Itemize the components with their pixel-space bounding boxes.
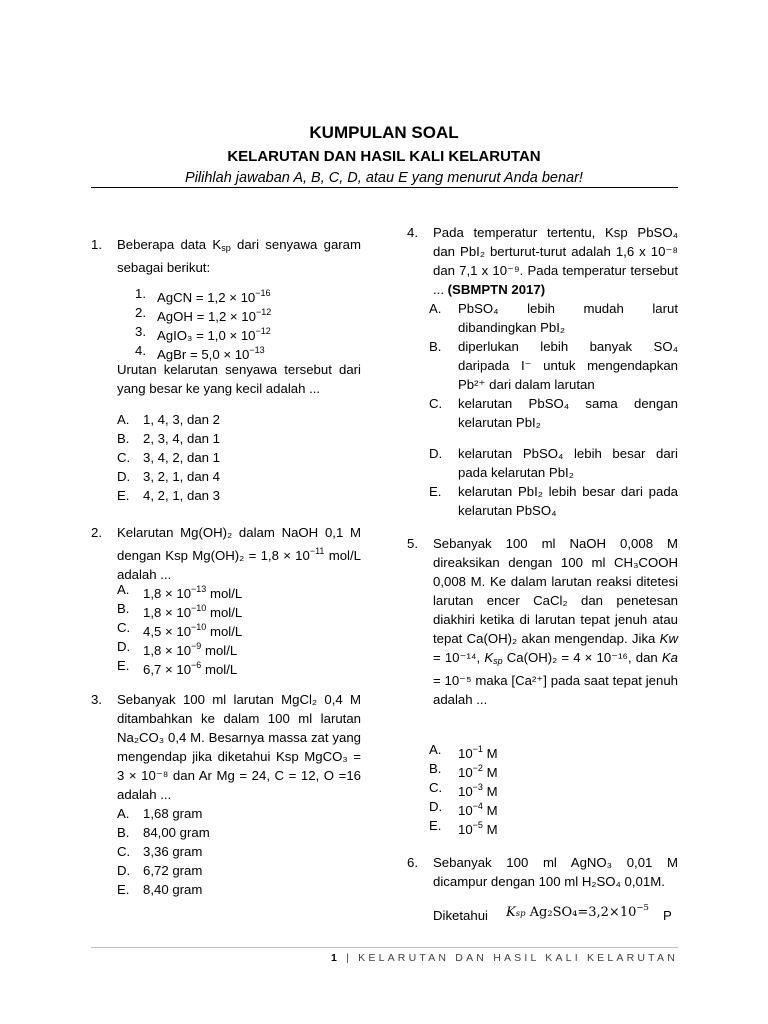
- answer-option-c[interactable]: C. $10^{-3}$ M: [429, 780, 498, 799]
- answer-option-a[interactable]: A. PbSO₄ lebih mudah larut dibandingkan PbI₂: [429, 301, 678, 335]
- answer-option-e[interactable]: E. 4, 2, 1, dan 3: [117, 488, 220, 503]
- answer-option-b[interactable]: B. $1,8 \times 10^{-10}$ mol/L: [117, 601, 243, 620]
- question-number: 5.: [407, 536, 418, 551]
- answer-option-d[interactable]: D. $10^{-4}$ M: [429, 799, 498, 818]
- question-number: 4.: [407, 225, 418, 240]
- list-item: 3. AgIO₃ = $1,0 \times 10^{-12}$: [135, 324, 271, 343]
- answer-option-d[interactable]: D. 6,72 gram: [117, 863, 203, 878]
- footer-title: KELARUTAN DAN HASIL KALI KELARUTAN: [358, 952, 678, 964]
- answer-option-b[interactable]: B. 84,00 gram: [117, 825, 210, 840]
- answer-option-c[interactable]: C. kelarutan PbSO₄ sama dengan kelarutan PbI₂: [429, 396, 678, 430]
- answer-option-d[interactable]: D. 3, 2, 1, dan 4: [117, 469, 220, 484]
- question-text: Beberapa data $K_{sp}$ dari senyawa garam sebagai berikut:: [117, 237, 361, 275]
- answer-option-d[interactable]: D. kelarutan PbSO₄ lebih besar dari pada kelarutan PbI₂: [429, 446, 678, 480]
- document-subtitle: KELARUTAN DAN HASIL KALI KELARUTAN: [227, 148, 541, 165]
- question-number: 1.: [91, 237, 102, 252]
- answer-option-e[interactable]: E. $6,7 \times 10^{-6}$ mol/L: [117, 658, 238, 677]
- answer-option-c[interactable]: C. $4,5 \times 10^{-10}$ mol/L: [117, 620, 243, 639]
- page-footer: 1 | KELARUTAN DAN HASIL KALI KELARUTAN: [330, 952, 678, 964]
- source-tag: (SBMPTN 2017): [447, 282, 546, 297]
- question-text: Sebanyak 100 ml NaOH 0,008 M direaksikan dengan 100 ml CH₃COOH 0,008 M. Ke dalam larutan reaksi ditetesi larutan encer CaCl₂ dan penetesan diakhiri ketika di larutan tepat jenuh atau tepat Ca(OH)₂ akan mengendap. Jika Kw = 10⁻¹⁴, $K_{sp}$ Ca(OH)₂ = 4 × 10⁻¹⁶, dan Ka = 10⁻⁵ maka [Ca²⁺] pada saat tepat jenuh adalah ...: [433, 536, 679, 707]
- answer-options: [429, 299, 678, 520]
- question-number: 2.: [91, 525, 102, 540]
- ksp-formula: Ksp $Ag_2SO_4=3,2\times 10^{-5}$: [506, 903, 649, 920]
- data-list: [135, 284, 361, 360]
- question-prompt: Urutan kelarutan senyawa tersebut dari yang besar ke yang kecil adalah ...: [117, 362, 361, 396]
- answer-option-b[interactable]: B. 2, 3, 4, dan 1: [117, 431, 220, 446]
- answer-options: [117, 580, 361, 675]
- answer-option-a[interactable]: A. 1,68 gram: [117, 806, 203, 821]
- list-item: 4. AgBr = $5,0 \times 10^{-13}$: [135, 343, 265, 362]
- given-formula: Diketahui Ksp $Ag_2SO_4=3,2\times 10^{-5}$ P: [433, 903, 678, 927]
- question-text: Kelarutan Mg(OH)₂ dalam NaOH 0,1 M dengan Ksp $Mg(OH)_2 = 1,8 \times 10^{-11}$ mol/L adalah ...: [117, 525, 361, 582]
- answer-option-a[interactable]: A. $10^{-1}$ M: [429, 742, 498, 761]
- header-divider: [91, 187, 678, 188]
- question-text: Sebanyak 100 ml larutan MgCl₂ 0,4 M ditambahkan ke dalam 100 ml larutan Na₂CO₃ 0,4 M. Besarnya massa zat yang mengendap jika diketahui Ksp MgCO₃ = 3 × 10⁻⁸ dan Ar Mg = 24, C = 12, O =16 adalah ...: [117, 692, 361, 802]
- page-number: 1: [330, 952, 340, 964]
- answer-option-d[interactable]: D. $1,8 \times 10^{-9}$ mol/L: [117, 639, 238, 658]
- question-number: 6.: [407, 855, 418, 870]
- list-item: 1. AgCN = $1,2 \times 10^{-16}$: [135, 286, 271, 305]
- question-text: Pada temperatur tertentu, Ksp PbSO₄ dan PbI₂ berturut-turut adalah 1,6 x 10⁻⁸ dan 7,1 x 10⁻⁹. Pada temperatur tersebut ... (SBMPTN 2017): [433, 225, 678, 297]
- answer-option-e[interactable]: E. kelarutan PbI₂ lebih besar dari pada kelarutan PbSO₄: [429, 484, 678, 518]
- document-title: KUMPULAN SOAL: [309, 123, 459, 142]
- answer-option-a[interactable]: A. $1,8 \times 10^{-13}$ mol/L: [117, 582, 243, 601]
- answer-option-e[interactable]: E. 8,40 gram: [117, 882, 203, 897]
- answer-options: [429, 740, 678, 835]
- answer-options: [117, 804, 361, 899]
- answer-option-c[interactable]: C. 3, 4, 2, dan 1: [117, 450, 220, 465]
- question-text: Sebanyak 100 ml AgNO₃ 0,01 M dicampur dengan 100 ml H₂SO₄ 0,01M.: [433, 855, 678, 889]
- answer-option-b[interactable]: B. diperlukan lebih banyak SO₄ daripada I⁻ untuk mengendapkan Pb²⁺ dari dalam larutan: [429, 339, 678, 392]
- list-item: 2. AgOH = $1,2 \times 10^{-12}$: [135, 305, 272, 324]
- answer-option-c[interactable]: C. 3,36 gram: [117, 844, 203, 859]
- answer-option-a[interactable]: A. 1, 4, 3, dan 2: [117, 412, 220, 427]
- answer-option-b[interactable]: B. $10^{-2}$ M: [429, 761, 498, 780]
- question-number: 3.: [91, 692, 102, 707]
- instruction-text: Pilihlah jawaban A, B, C, D, atau E yang menurut Anda benar!: [185, 170, 583, 186]
- answer-options: [117, 410, 361, 505]
- footer-divider: [91, 947, 678, 948]
- answer-option-e[interactable]: E. $10^{-5}$ M: [429, 818, 498, 837]
